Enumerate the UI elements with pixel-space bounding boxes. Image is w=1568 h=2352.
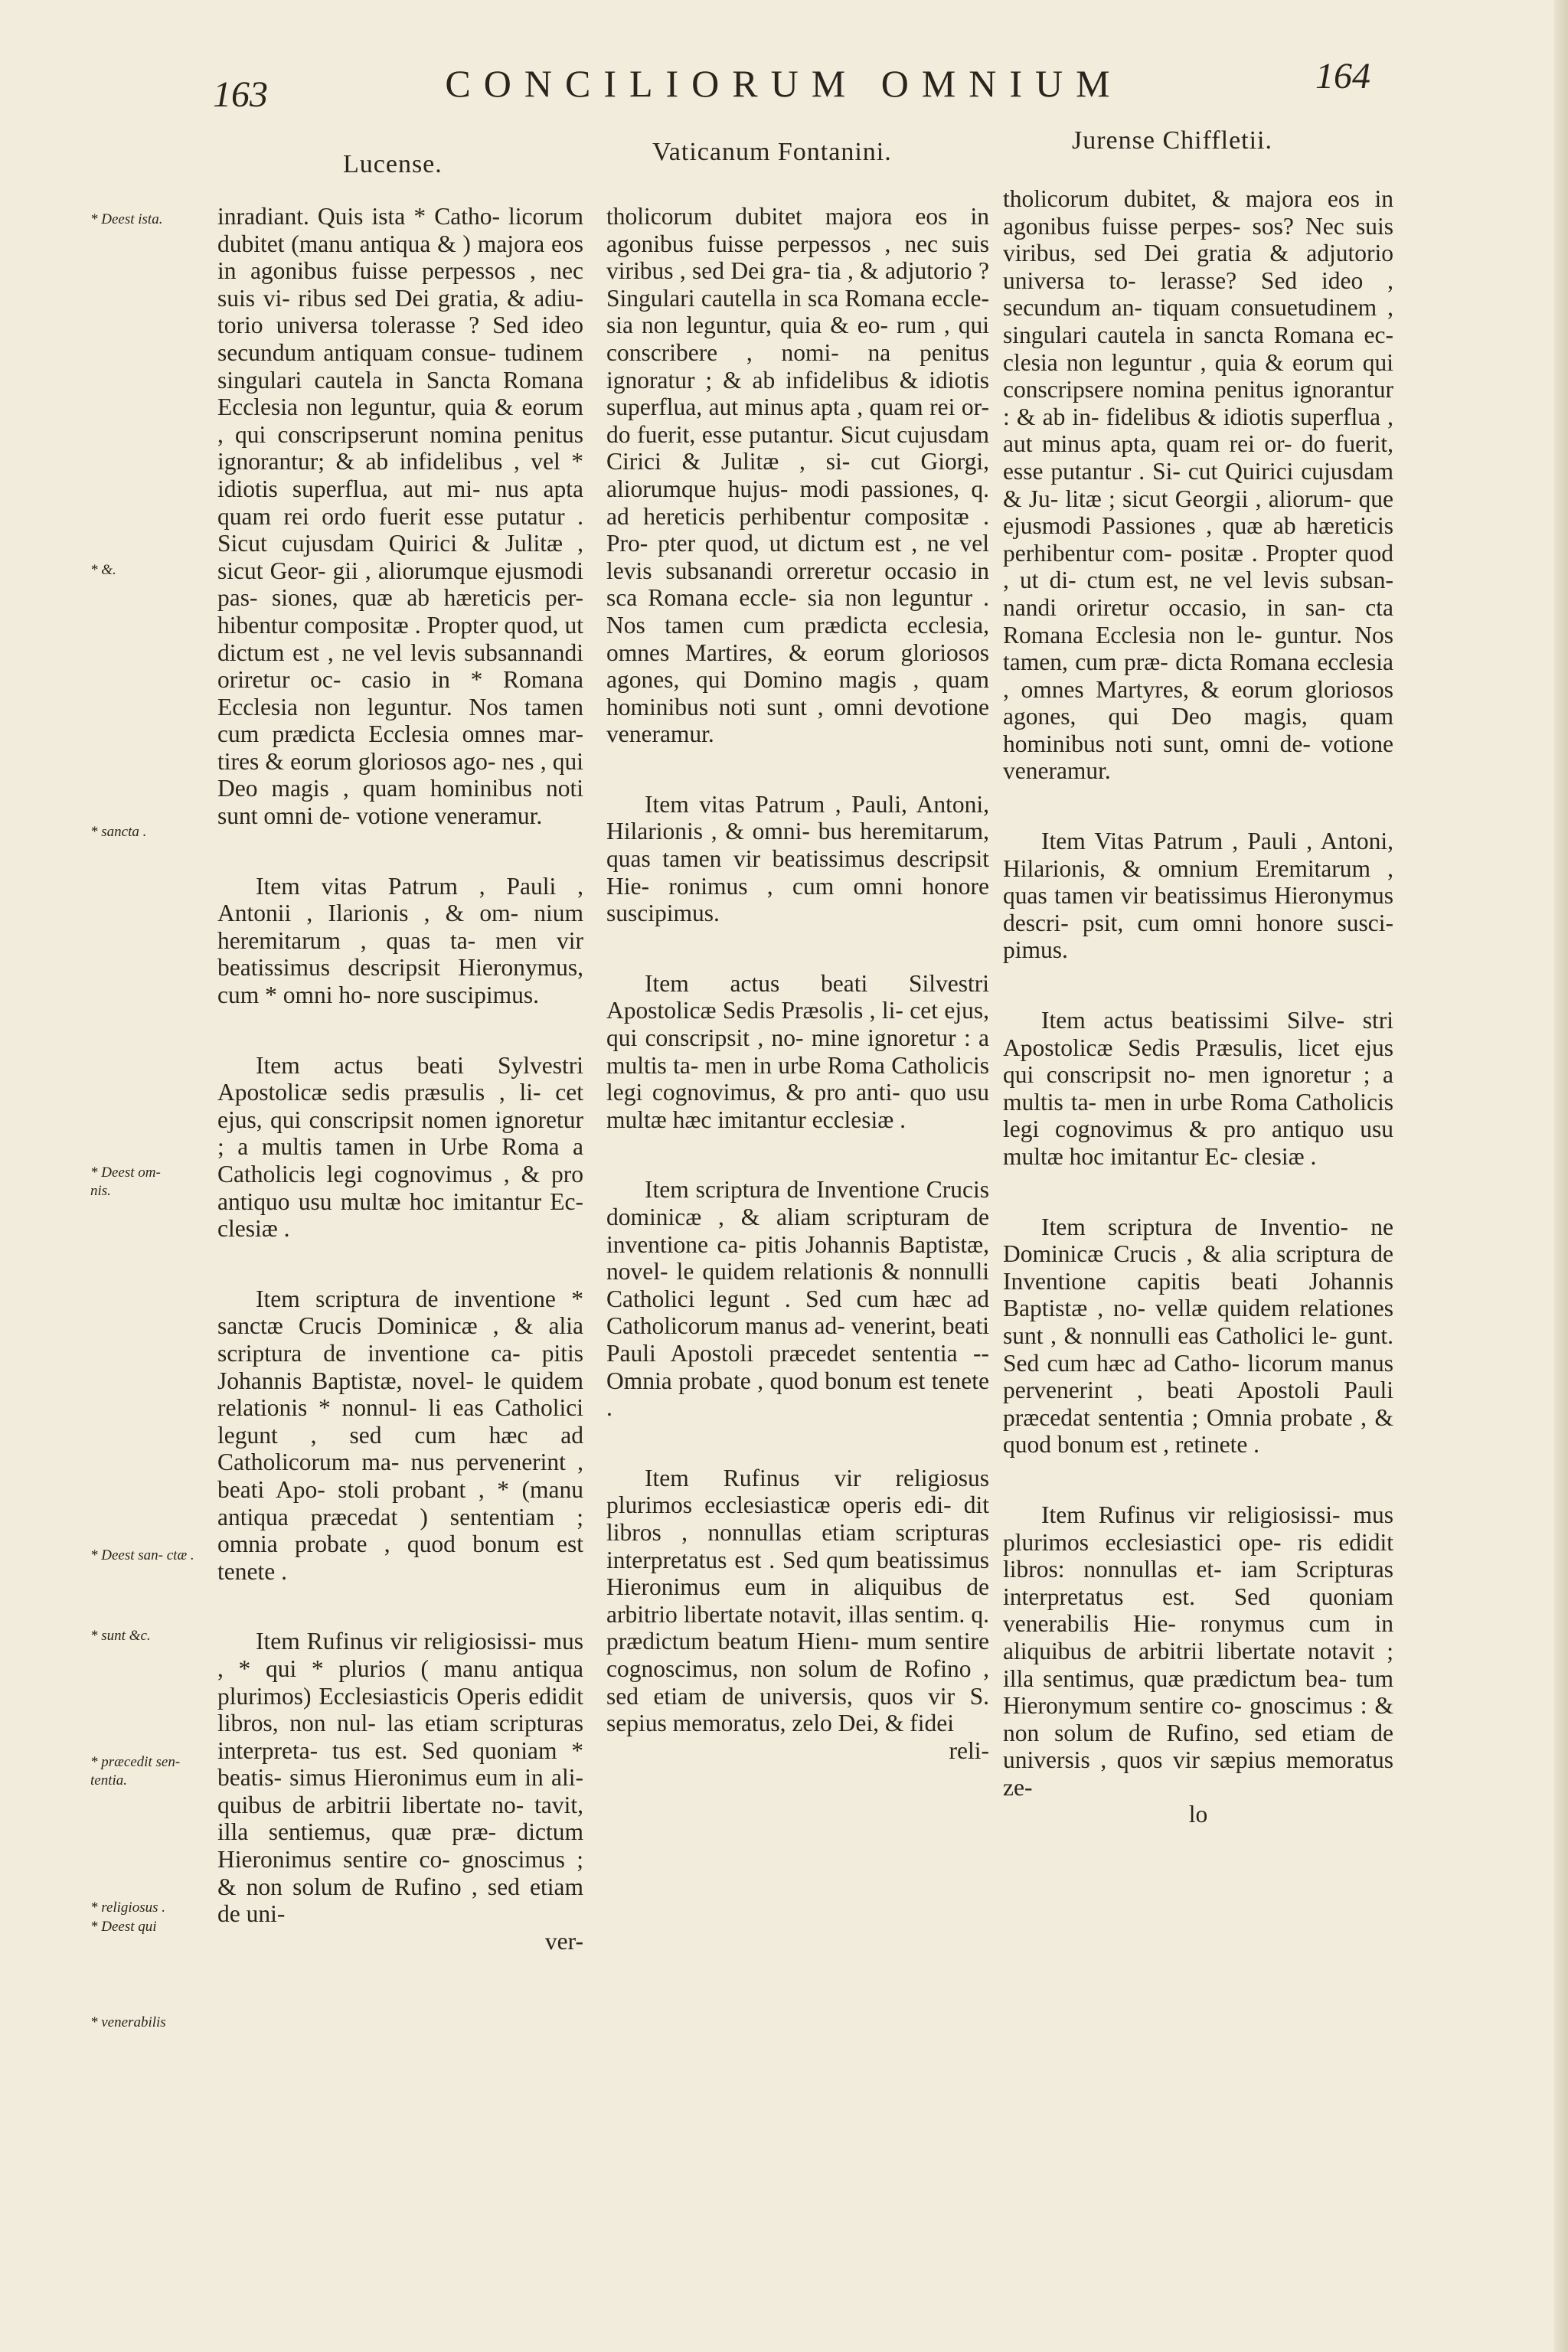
margin-note: * religiosus . bbox=[90, 1900, 165, 1916]
margin-note: * Deest om- nis. bbox=[90, 1165, 161, 1199]
column-lucense bbox=[217, 203, 583, 1955]
paragraph: Item Rufinus vir religiosus plurimos ecclesiasticæ operis edi- dit libros , nonnullas etiam scripturas interpretatus est . Sed qum beatissimus Hieronimus eum in aliquibus de arbitrio libertate notavit, illas sentim. q. prædictum beatum Hienı- mum sentire cognoscimus, non solum de Rofino , sed etiam de universis, quos vir S. sepius memoratus, zelo Dei, & fidei bbox=[606, 1464, 989, 1737]
catchword: reli- bbox=[949, 1736, 989, 1764]
margin-note: * sancta . bbox=[90, 824, 147, 840]
margin-note: * Deest ista. bbox=[90, 211, 163, 227]
column-heading-vaticanum: Vaticanum Fontanini. bbox=[652, 138, 892, 166]
page-number-left: 163 bbox=[213, 74, 268, 115]
catchword: lo bbox=[1188, 1801, 1208, 1828]
catchword: ver- bbox=[544, 1927, 583, 1955]
column-heading-jurense: Jurense Chiffletii. bbox=[1072, 126, 1272, 155]
paragraph: Item Rufinus vir religiosissi- mus , * qui * plurios ( manu antiqua plurimos) Ecclesiasticis Operis edidit libros, non nul- las etiam scripturas interpreta- tus est. Sed quoniam * beatis- simus Hieronimus eum in ali- quibus de arbitrii libertate no- tavit, illa sentiemus, quæ præ- dictum Hieronimus sentire co- gnoscimus ; & non solum de Rufino , sed etiam de uni- bbox=[217, 1628, 583, 1928]
page-edge bbox=[1554, 0, 1568, 2352]
margin-note: * sunt &c. bbox=[90, 1628, 151, 1644]
margin-note: * &. bbox=[90, 562, 116, 578]
paragraph: Item vitas Patrum , Pauli , Antonii , Ilarionis , & om- nium heremitarum , quas ta- men vir beatissimus descripsit Hieronymus, cum * omni ho- nore suscipimus. bbox=[217, 872, 583, 1009]
paragraph: Item scriptura de Inventione Crucis dominicæ , & aliam scripturam de inventione ca- pitis Johannis Baptistæ, novel- le quidem relationis & nonnulli Catholici legunt . Sed cum hæc ad Catholicorum manus ad- venerint, beati Pauli Apostoli præcedet sententia -- Omnia probate , quod bonum est tenete . bbox=[606, 1176, 989, 1422]
paragraph: Item actus beatissimi Silve- stri Apostolicæ Sedis Præsulis, licet ejus qui conscripsit no- men ignoretur ; a multis ta- men in urbe Roma Catholicis legi cognovimus & pro antiquo usu multæ hoc imitantur Ec- clesiæ . bbox=[1003, 1007, 1393, 1170]
paragraph: inradiant. Quis ista * Catho- licorum dubitet (manu antiqua & ) majora eos in agonibus fuisse perpessos , nec suis vi- ribus sed Dei gratia, & adiu- torio universa tolerasse ? Sed ideo secundum antiquam consue- tudinem singulari cautela in Sancta Romana Ecclesia non leguntur, quia & eorum , qui conscripserunt nomina penitus ignorantur; & ab infidelibus , vel * idiotis superflua, aut mi- nus apta quam rei ordo fuerit esse putatur . Sicut cujusdam Quirici & Julitæ , sicut Geor- gii , aliorumque ejusmodi pas- siones, quæ ab hæreticis per- hibentur compositæ . Propter quod, ut dictum est , ne vel levis subsannandi oriretur oc- casio in * Romana Ecclesia non leguntur. Nos tamen cum prædicta Ecclesia omnes mar- tires & eorum gloriosos ago- nes , qui Deo magis , quam hominibus noti sunt omni de- votione veneramur. bbox=[217, 203, 583, 830]
margin-note: * Deest san- ctæ . bbox=[90, 1547, 194, 1563]
column-heading-lucense: Lucense. bbox=[343, 150, 443, 178]
margin-note: * præcedit sen- tentia. bbox=[90, 1754, 181, 1788]
column-vaticanum bbox=[606, 203, 989, 1764]
page-number-right: 164 bbox=[1315, 56, 1370, 96]
paragraph: Item actus beati Sylvestri Apostolicæ sedis præsulis , li- cet ejus, qui conscripsit nomen ignoretur ; a multis tamen in Urbe Roma a Catholicis legi cognovimus , & pro antiquo usu multæ hoc imitantur Ec- clesiæ . bbox=[217, 1051, 583, 1243]
column-jurense bbox=[1003, 185, 1393, 1828]
paragraph: tholicorum dubitet majora eos in agonibus fuisse perpessos , nec suis viribus , sed Dei gra- tia , & adjutorio ? Singulari cautella in sca Romana eccle- sia non leguntur, quia & eo- rum , qui conscribere , nomi- na penitus ignoratur ; & ab infidelibus & idiotis superflua, aut minus apta , quam rei or- do fuerit, esse putantur. Sicut cujusdam Cirici & Julitæ , si- cut Giorgi, aliorumque hujus- modi passiones, q. ad hereticis perhibentur compositæ . Pro- pter quod, ut dictum est , ne vel levis subsanandi orreretur occasio in sca Romana eccle- sia non leguntur . Nos tamen cum prædicta ecclesia, omnes Martires, & eorum gloriosos agones, qui Domino magis , quam hominibus noti sunt , omni devotione veneramur. bbox=[606, 203, 989, 748]
paragraph: Item actus beati Silvestri Apostolicæ Sedis Præsolis , li- cet ejus, qui conscripsit , no- mine ignoretur : a multis ta- men in urbe Roma Catholicis legi cognovimus, & pro anti- quo usu multæ hæc imitantur ecclesiæ . bbox=[606, 969, 989, 1133]
paragraph: Item scriptura de Inventio- ne Dominicæ Crucis , & alia scriptura de Inventione capitis beati Johannis Baptistæ , no- vellæ quidem relationes sunt , & nonnulli eas Catholici le- gunt. Sed cum hæc ad Catho- licorum manus pervenerint , beati Apostoli Pauli præcedat sententia ; Omnia probate , & quod bonum est , retinete . bbox=[1003, 1213, 1393, 1459]
margin-note: * Deest qui bbox=[90, 1919, 157, 1935]
paragraph: Item Vitas Patrum , Pauli , Antoni, Hilarionis, & omnium Eremitarum , quas tamen vir beatissimus Hieronymus descri- psit, cum omni honore susci- pimus. bbox=[1003, 828, 1393, 964]
paragraph: Item Rufinus vir religiosissi- mus plurimos ecclesiastici ope- ris edidit libros: nonnullas et- iam Scripturas interpretatus est. Sed quoniam venerabilis Hie- ronymus cum in aliquibus de arbitrii libertate notavit ; illa sentimus, quæ prædictum bea- tum Hieronymum sentire co- gnoscimus : & non solum de Rufino, sed etiam de universis , quos vir sæpius memoratus ze- bbox=[1003, 1501, 1393, 1801]
paragraph: Item scriptura de inventione * sanctæ Crucis Dominicæ , & alia scriptura de inventione ca- pitis Johannis Baptistæ, novel- le quidem relationis * nonnul- li eas Catholici legunt , sed cum hæc ad Catholicorum ma- nus pervenerint , beati Apo- stoli probant , * (manu antiqua præcedat ) sententiam ; omnia probate , quod bonum est tenete . bbox=[217, 1285, 583, 1585]
paragraph: Item vitas Patrum , Pauli, Antoni, Hilarionis , & omni- bus heremitarum, quas tamen vir beatissimus descripsit Hie- ronimus , cum omni honore suscipimus. bbox=[606, 790, 989, 927]
running-title: CONCILIORUM OMNIUM bbox=[445, 62, 1123, 105]
paragraph: tholicorum dubitet, & majora eos in agonibus fuisse perpes- sos? Nec suis viribus, sed Dei gratia & adjutorio universa to- lerasse? Sed ideo , secundum an- tiquam consuetudinem , singulari cautela in sancta Romana ec- clesia non leguntur , quia & eorum qui conscripsere nomina penitus ignorantur : & ab in- fidelibus & idiotis superflua , aut minus apta, quam rei or- do fuerit, esse putantur . Si- cut Quirici cujusdam & Ju- litæ ; sicut Georgii , aliorum- que ejusmodi Passiones , quæ ab hæreticis perhibentur com- positæ . Propter quod , ut di- ctum est, ne vel levis subsan- nandi oriretur occasio, in san- cta Romana Ecclesia non le- guntur. Nos tamen, cum præ- dicta Romana ecclesia , omnes Martyres, & eorum gloriosos agones, qui Deo magis, quam hominibus noti sunt, omni de- votione veneramur. bbox=[1003, 185, 1393, 785]
margin-note: * venerabilis bbox=[90, 2014, 166, 2030]
